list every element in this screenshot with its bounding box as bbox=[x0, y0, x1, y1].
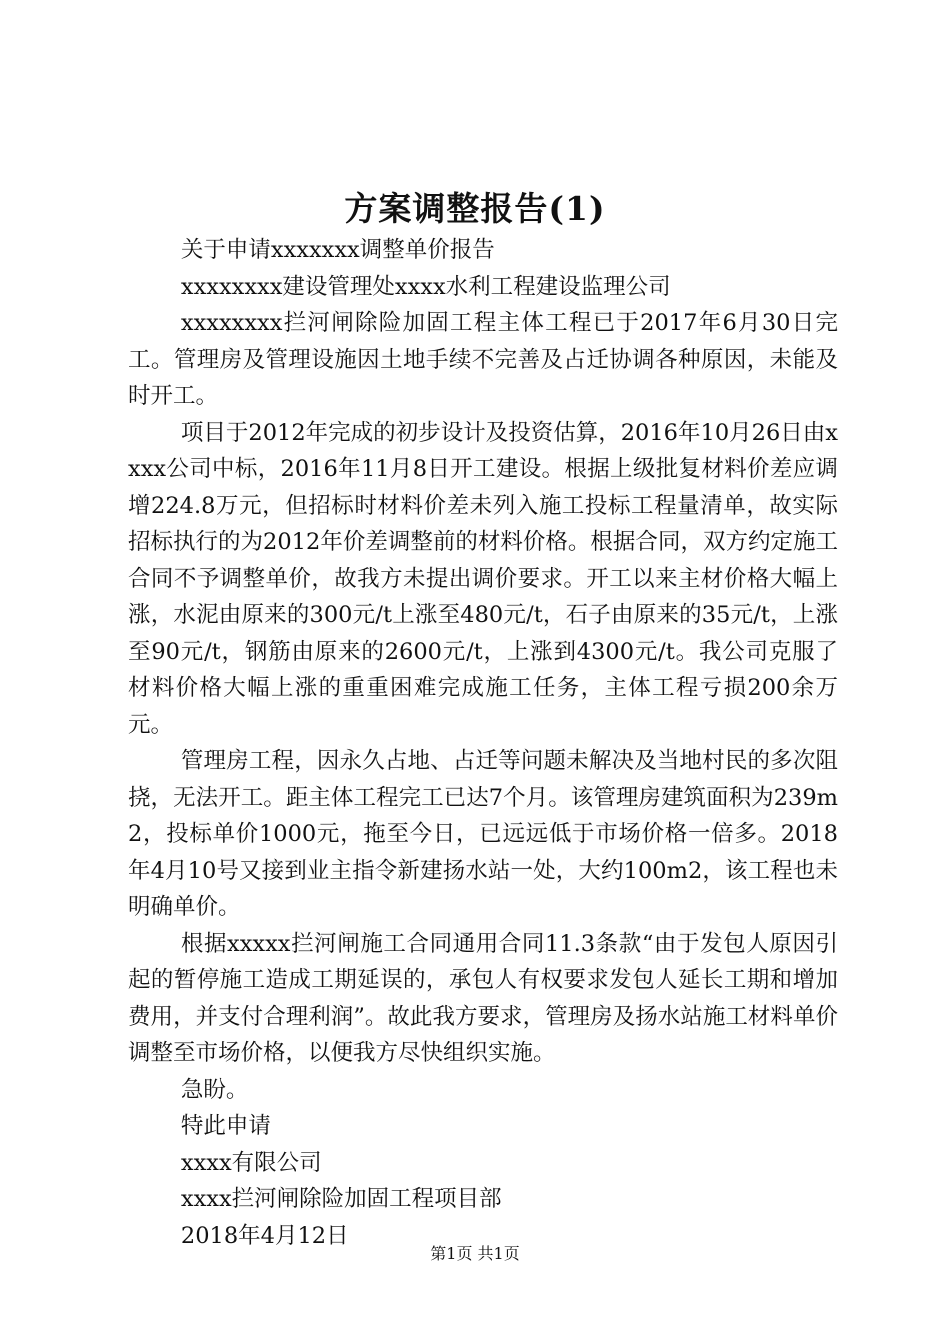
document-body bbox=[128, 232, 838, 1254]
recipient-line: xxxxxxxx建设管理处xxxx水利工程建设监理公司 bbox=[180, 273, 671, 300]
signature-date: 2018年4月12日 bbox=[180, 1222, 349, 1249]
subject-line: 关于申请xxxxxxx调整单价报告 bbox=[180, 237, 495, 263]
closing-line: 特此申请 bbox=[180, 1113, 271, 1139]
page-footer: 第1页 共1页 bbox=[430, 1244, 520, 1263]
body-paragraph: 根据xxxxx拦河闸施工合同通用合同11.3条款“由于发包人原因引起的暂停施工造成工期延误的，承包人有权要求发包人延长工期和增加费用，并支付合理利润”。故此我方要求，管理房及扬水站施工材料单价调整至市场价格，以便我方尽快组织实施。 bbox=[128, 930, 838, 1066]
closing-line: 急盼。 bbox=[180, 1076, 249, 1103]
body-paragraph: 项目于2012年完成的初步设计及投资估算，2016年10月26日由xxxx公司中标，2016年11月8日开工建设。根据上级批复材料价差应调增224.8万元，但招标时材料价差未列入施工投标工程量清单，故实际招标执行的为2012年价差调整前的材料价格。根据合同，双方约定施工合同不予调整单价，故我方未提出调价要求。开工以来主材价格大幅上涨，水泥由原来的300元/t上涨至480元/t，石子由原来的35元/t，上涨至90元/t，钢筋由原来的2600元/t，上涨到4300元/t。我公司克服了材料价格大幅上涨的重重困难完成施工任务，主体工程亏损200余万元。 bbox=[128, 419, 838, 738]
body-paragraph: 管理房工程，因永久占地、占迁等问题未解决及当地村民的多次阻挠，无法开工。距主体工程完工已达7个月。该管理房建筑面积为239m2，投标单价1000元，拖至今日，已远远低于市场价格一倍多。2018年4月10号又接到业主指令新建扬水站一处，大约100m2，该工程也未明确单价。 bbox=[128, 748, 838, 920]
document-title: 方案调整报告(1) bbox=[344, 189, 606, 228]
body-paragraph: xxxxxxxx拦河闸除险加固工程主体工程已于2017年6月30日完工。管理房及管理设施因土地手续不完善及占迁协调各种原因，未能及时开工。 bbox=[128, 310, 838, 409]
signature-company: xxxx有限公司 bbox=[180, 1149, 322, 1176]
signature-department: xxxx拦河闸除险加固工程项目部 bbox=[180, 1186, 502, 1212]
